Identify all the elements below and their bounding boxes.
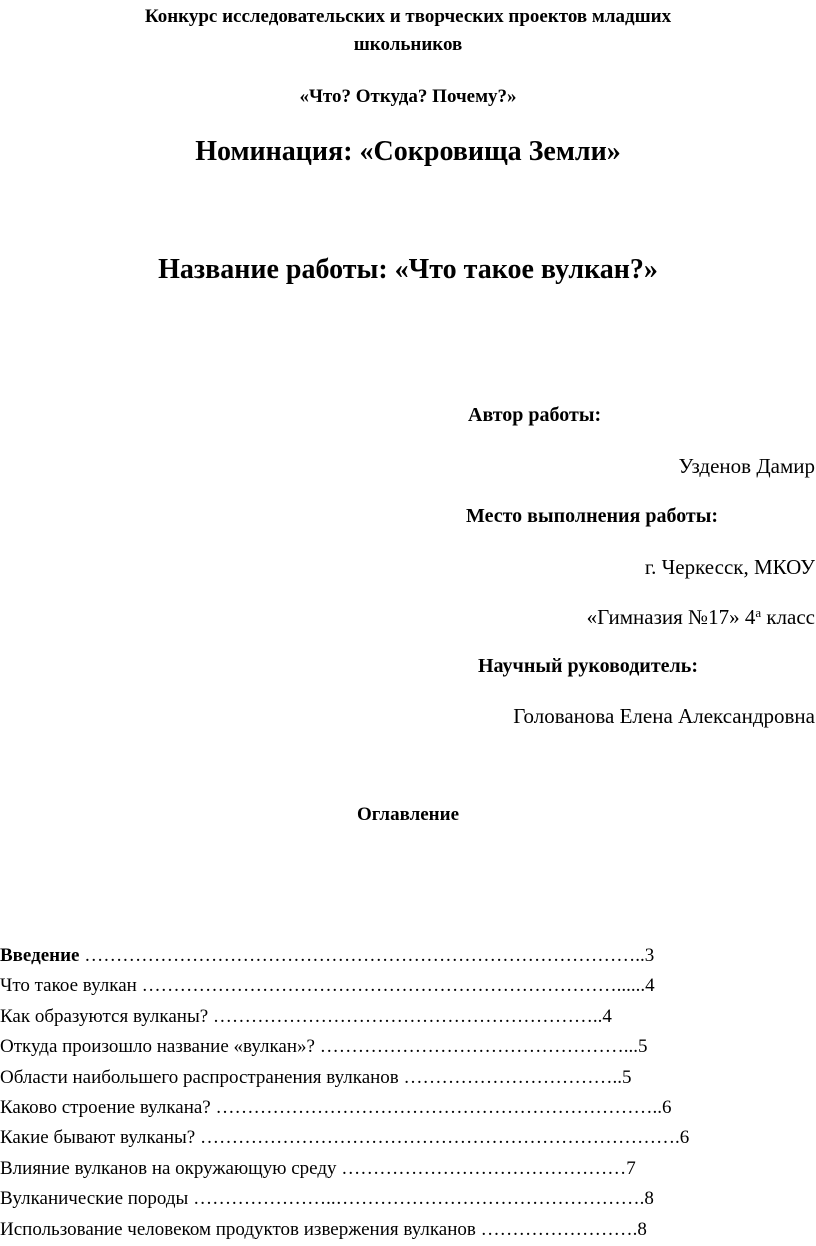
toc-entry-page: 4 xyxy=(645,975,655,997)
work-title: Название работы: «Что такое вулкан?» xyxy=(158,254,658,285)
toc-entry-page: 5 xyxy=(637,1036,648,1058)
school-name: «Гимназия №17» 4 xyxy=(586,605,756,629)
toc-entry xyxy=(0,1093,816,1123)
toc-entry-leader: ……………………. xyxy=(475,1218,638,1240)
contest-name: «Что? Откуда? Почему?» xyxy=(299,86,517,107)
toc-entry xyxy=(0,1032,816,1062)
toc-entry-page: 6 xyxy=(679,1127,690,1149)
toc-entry xyxy=(0,1123,816,1153)
toc-entry-page: 6 xyxy=(662,1096,672,1118)
author-label: Автор работы: xyxy=(468,404,602,426)
toc-entry xyxy=(0,1154,816,1184)
toc-entry-leader: …………………………………………………………………...... xyxy=(136,975,646,997)
toc-entry-leader: …………………..…………………………………………. xyxy=(188,1188,645,1210)
toc-entry-title: Что такое вулкан xyxy=(0,975,137,997)
toc-entry-title: Как образуются вулканы? xyxy=(0,1005,209,1027)
toc-entry-leader: …………………………………………………………….. xyxy=(210,1096,662,1118)
work-place-city: г. Черкесск, МКОУ xyxy=(644,555,815,579)
toc-entry-title: Откуда произошло название «вулкан»? xyxy=(0,1036,315,1058)
work-place-school xyxy=(587,605,815,630)
toc-entry-page: 3 xyxy=(644,945,655,966)
supervisor-label: Научный руководитель: xyxy=(478,655,698,677)
toc-entry-page: 8 xyxy=(637,1218,647,1240)
toc-entry xyxy=(0,1215,816,1245)
toc-entry-title: Какие бывают вулканы? xyxy=(0,1127,196,1149)
toc-entry-leader: …………………………………………………………………. xyxy=(195,1127,680,1149)
toc-entry xyxy=(0,1002,816,1032)
toc-entry-title: Введение xyxy=(0,945,80,966)
toc-entry-leader: …………………………………………... xyxy=(314,1036,638,1058)
toc-entry xyxy=(0,1063,816,1093)
grade-letter: а xyxy=(755,605,762,620)
grade-word: класс xyxy=(761,605,815,629)
toc-entry-title: Использование человеком продуктов извержения вулканов xyxy=(0,1218,476,1240)
toc-entry-leader: …………………………………………………….. xyxy=(208,1005,603,1027)
work-place-label: Место выполнения работы: xyxy=(466,505,719,527)
contest-title-line-1: Конкурс исследовательских и творческих проектов младших xyxy=(144,6,672,27)
toc-entry xyxy=(0,1184,816,1214)
toc-entry-page: 5 xyxy=(622,1066,632,1088)
toc-entry-leader: …………………………………………………………………………….. xyxy=(79,945,645,966)
contest-title-line-2: школьников xyxy=(353,34,463,55)
toc-title: Оглавление xyxy=(356,804,460,825)
toc-entry-page: 7 xyxy=(626,1157,636,1179)
toc-entry xyxy=(0,971,816,1001)
toc-entry-leader: ……………………………………… xyxy=(336,1157,627,1179)
toc-entry-title: Вулканические породы xyxy=(0,1188,189,1210)
nomination-heading: Номинация: «Сокровища Земли» xyxy=(195,136,621,167)
toc-entry-title: Влияние вулканов на окружающую среду xyxy=(0,1157,337,1179)
toc-entry xyxy=(0,941,816,971)
toc-entry-page: 4 xyxy=(602,1005,612,1027)
toc-entry-leader: …………………………….. xyxy=(398,1066,623,1088)
toc-entry-title: Области наибольшего распространения вулканов xyxy=(0,1066,399,1088)
author-name: Узденов Дамир xyxy=(678,454,815,478)
table-of-contents xyxy=(0,941,816,1245)
supervisor-name: Голованова Елена Александровна xyxy=(513,704,815,728)
toc-entry-page: 8 xyxy=(644,1188,654,1210)
toc-entry-title: Каково строение вулкана? xyxy=(0,1096,211,1118)
